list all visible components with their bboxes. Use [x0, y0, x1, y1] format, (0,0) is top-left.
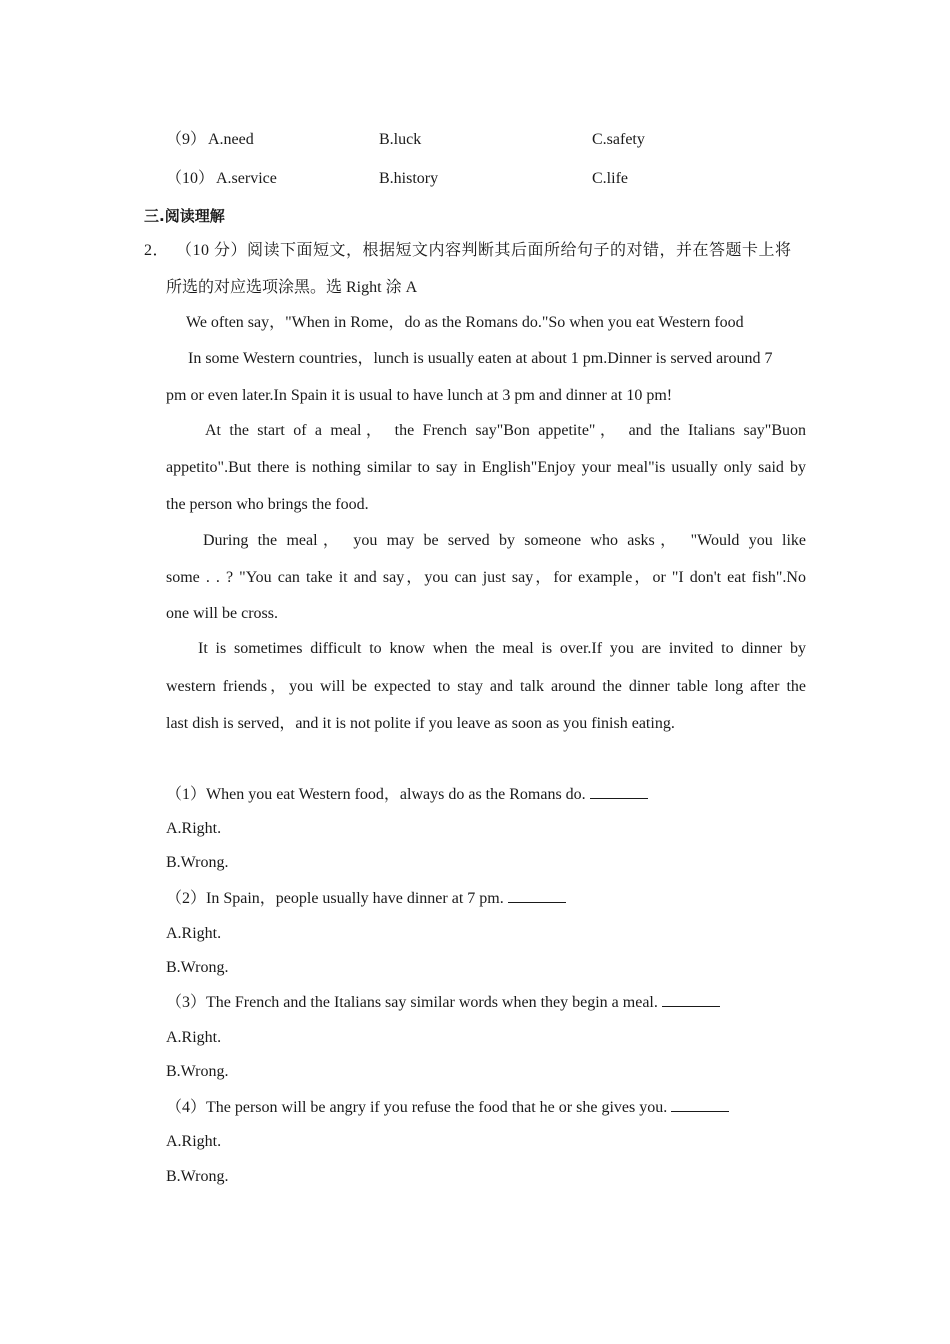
question-number: 2．	[144, 242, 170, 259]
section-heading: 三.阅读理解	[144, 207, 225, 225]
question-instruction-line1: （10 分）阅读下面短文，根据短文内容判断其后面所给句子的对错，并在答题卡上将	[176, 242, 792, 259]
option-right[interactable]: A.Right.	[166, 925, 222, 942]
choice-option-b: B.history	[379, 170, 439, 187]
passage-paragraph-4-line1: During the meal， you may be served by someone who asks， "Would you like	[203, 532, 806, 549]
option-right[interactable]: A.Right.	[166, 1133, 222, 1150]
answer-blank[interactable]	[590, 784, 648, 799]
choice-option-b: B.luck	[379, 131, 422, 148]
passage-paragraph-5-line3: last dish is served，and it is not polite if you leave as soon as you finish eating.	[166, 715, 675, 732]
choice-option-c: C.life	[592, 170, 628, 187]
passage-paragraph-5-line2: western friends，you will be expected to stay and talk around the dinner table long after the	[166, 678, 806, 695]
passage-paragraph-4-line3: one will be cross.	[166, 605, 278, 622]
question-stem	[166, 888, 566, 909]
question-stem	[166, 992, 720, 1013]
question-stem-text: （3）The French and the Italians say similar words when they begin a meal.	[166, 994, 658, 1011]
choice-row-10	[0, 169, 950, 191]
answer-blank[interactable]	[662, 992, 720, 1007]
passage-paragraph-5-line1: It is sometimes difficult to know when the meal is over.If you are invited to dinner by	[198, 640, 806, 657]
option-right[interactable]: A.Right.	[166, 820, 222, 837]
choice-option-a: A.service	[216, 170, 277, 187]
choice-number: （10）	[166, 170, 215, 187]
passage-paragraph-3-line1: At the start of a meal， the French say"Bon appetite"， and the Italians say"Buon	[205, 422, 806, 439]
option-wrong[interactable]: B.Wrong.	[166, 1168, 229, 1185]
question-stem	[166, 784, 648, 805]
choice-row-9	[0, 130, 950, 152]
question-stem-text: （4）The person will be angry if you refuse the food that he or she gives you.	[166, 1099, 668, 1116]
choice-option-c: C.safety	[592, 131, 645, 148]
option-wrong[interactable]: B.Wrong.	[166, 959, 229, 976]
choice-option-a: A.need	[208, 131, 254, 148]
answer-blank[interactable]	[671, 1097, 729, 1112]
passage-paragraph-2-line1: In some Western countries，lunch is usually eaten at about 1 pm.Dinner is served around 7	[188, 350, 773, 367]
passage-paragraph-1: We often say，"When in Rome，do as the Romans do."So when you eat Western food	[186, 314, 744, 331]
passage-paragraph-4-line2: some . . ? "You can take it and say，you can just say，for example，or "I don't eat fish".No	[166, 569, 806, 586]
option-wrong[interactable]: B.Wrong.	[166, 1063, 229, 1080]
passage-paragraph-3-line2: appetito".But there is nothing similar to say in English"Enjoy your meal"is usually only said by	[166, 459, 806, 476]
question-stem-text: （1）When you eat Western food，always do as the Romans do.	[166, 786, 586, 803]
passage-paragraph-2-line2: pm or even later.In Spain it is usual to have lunch at 3 pm and dinner at 10 pm!	[166, 387, 673, 404]
option-wrong[interactable]: B.Wrong.	[166, 854, 229, 871]
option-right[interactable]: A.Right.	[166, 1029, 222, 1046]
passage-paragraph-3-line3: the person who brings the food.	[166, 496, 369, 513]
choice-number: （9）	[166, 131, 207, 148]
question-stem	[166, 1097, 729, 1118]
answer-blank[interactable]	[508, 888, 566, 903]
question-instruction-line2: 所选的对应选项涂黑。选 Right 涂 A	[166, 279, 418, 296]
question-stem-text: （2）In Spain，people usually have dinner at 7 pm.	[166, 890, 504, 907]
